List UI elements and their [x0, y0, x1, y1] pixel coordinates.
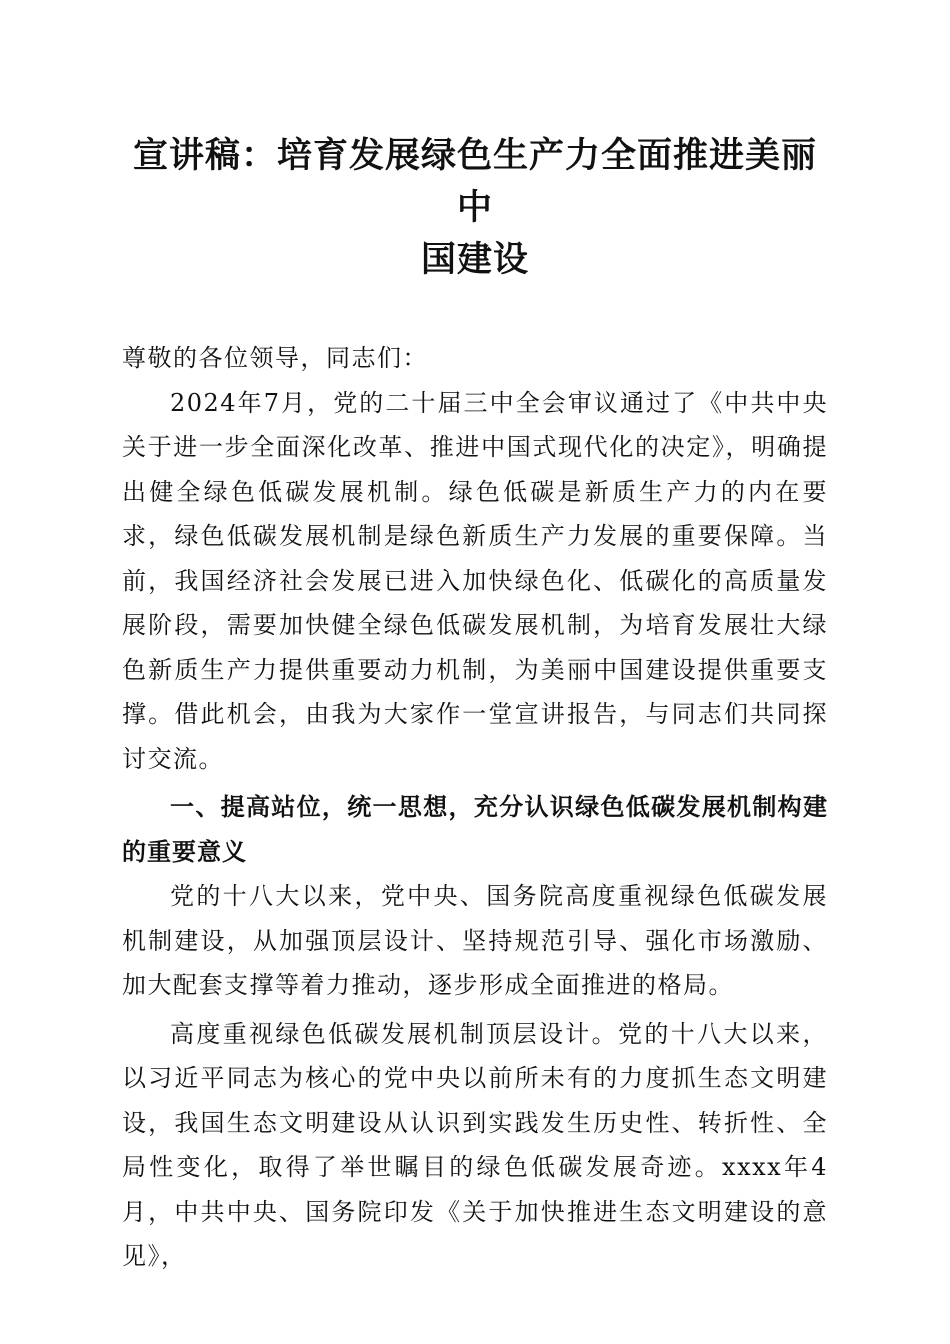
title-line-2: 国建设 — [420, 240, 529, 280]
intro-paragraph: 2024年7月，党的二十届三中全会审议通过了《中共中央关于进一步全面深化改革、推进中国式现代化的决定》，明确提出健全绿色低碳发展机制。绿色低碳是新质生产力的内在要求，绿色低碳发展机制是绿色新质生产力发展的重要保障。当前，我国经济社会发展已进入加快绿色化、低碳化的高质量发展阶段，需要加快健全绿色低碳发展机制，为培育发展壮大绿色新质生产力提供重要动力机制，为美丽中国建设提供重要支撑。借此机会，由我为大家作一堂宣讲报告，与同志们共同探讨交流。 — [122, 388, 828, 773]
section-paragraph-1: 党的十八大以来，党中央、国务院高度重视绿色低碳发展机制建设，从加强顶层设计、坚持规范引导、强化市场激励、加大配套支撑等着力推动，逐步形成全面推进的格局。 — [122, 882, 828, 999]
section-heading: 一、提高站位，统一思想，充分认识绿色低碳发展机制构建的重要意义 — [122, 793, 828, 866]
salutation: 尊敬的各位领导，同志们： — [122, 344, 428, 372]
document-body — [122, 336, 828, 1279]
document-title — [122, 130, 828, 286]
title-line-1: 宣讲稿：培育发展绿色生产力全面推进美丽中 — [132, 136, 817, 228]
section-paragraph-2: 高度重视绿色低碳发展机制顶层设计。党的十八大以来，以习近平同志为核心的党中央以前所未有的力度抓生态文明建设，我国生态文明建设从认识到实践发生历史性、转折性、全局性变化，取得了举世瞩目的绿色低碳发展奇迹。xxxx年4月，中共中央、国务院印发《关于加快推进生态文明建设的意见》， — [122, 1019, 828, 1270]
